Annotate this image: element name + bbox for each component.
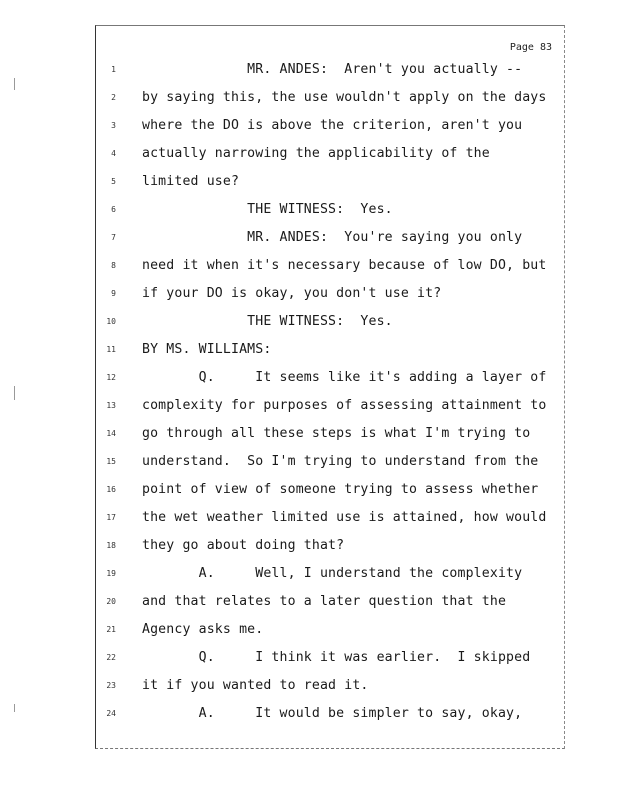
line-text: actually narrowing the applicability of the (142, 146, 490, 161)
line-number: 8 (111, 261, 116, 270)
line-number: 19 (106, 569, 116, 578)
line-number: 24 (106, 709, 116, 718)
line-text: THE WITNESS: Yes. (142, 202, 393, 217)
line-number: 7 (111, 233, 116, 242)
line-text: they go about doing that? (142, 538, 345, 553)
line-text: understand. So I'm trying to understand from the (142, 454, 539, 469)
line-text: MR. ANDES: Aren't you actually -- (142, 62, 523, 77)
line-text: where the DO is above the criterion, aren't you (142, 118, 523, 133)
line-text: by saying this, the use wouldn't apply on the days (142, 90, 547, 105)
line-text: Q. It seems like it's adding a layer of (142, 370, 547, 385)
line-number: 5 (111, 177, 116, 186)
line-number: 2 (111, 93, 116, 102)
line-text: need it when it's necessary because of low DO, but (142, 258, 547, 273)
line-number: 13 (106, 401, 116, 410)
left-margin-mark (14, 78, 15, 90)
line-text: limited use? (142, 174, 240, 189)
line-number: 4 (111, 149, 116, 158)
line-text: A. Well, I understand the complexity (142, 566, 523, 581)
line-text: Agency asks me. (142, 622, 264, 637)
line-text: BY MS. WILLIAMS: (142, 342, 272, 357)
line-text: if your DO is okay, you don't use it? (142, 286, 442, 301)
line-number: 22 (106, 653, 116, 662)
line-number: 10 (106, 317, 116, 326)
left-margin-mark (14, 386, 15, 400)
line-text: complexity for purposes of assessing attainment to (142, 398, 547, 413)
line-text: the wet weather limited use is attained, how would (142, 510, 547, 525)
line-text: Q. I think it was earlier. I skipped (142, 650, 531, 665)
line-number: 16 (106, 485, 116, 494)
line-number: 6 (111, 205, 116, 214)
line-number: 23 (106, 681, 116, 690)
line-text: go through all these steps is what I'm trying to (142, 426, 531, 441)
line-number: 18 (106, 541, 116, 550)
page-number: Page 83 (509, 42, 552, 53)
line-number: 12 (106, 373, 116, 382)
line-text: and that relates to a later question that the (142, 594, 507, 609)
line-number: 1 (111, 65, 116, 74)
line-text: MR. ANDES: You're saying you only (142, 230, 523, 245)
line-number: 20 (106, 597, 116, 606)
line-number: 21 (106, 625, 116, 634)
line-number: 11 (106, 345, 116, 354)
line-text: A. It would be simpler to say, okay, (142, 706, 523, 721)
left-margin-mark (14, 704, 15, 712)
line-number: 17 (106, 513, 116, 522)
line-number: 15 (106, 457, 116, 466)
line-text: THE WITNESS: Yes. (142, 314, 393, 329)
line-text: it if you wanted to read it. (142, 678, 369, 693)
line-number: 9 (111, 289, 116, 298)
line-number: 14 (106, 429, 116, 438)
line-number: 3 (111, 121, 116, 130)
line-text: point of view of someone trying to assess whether (142, 482, 539, 497)
